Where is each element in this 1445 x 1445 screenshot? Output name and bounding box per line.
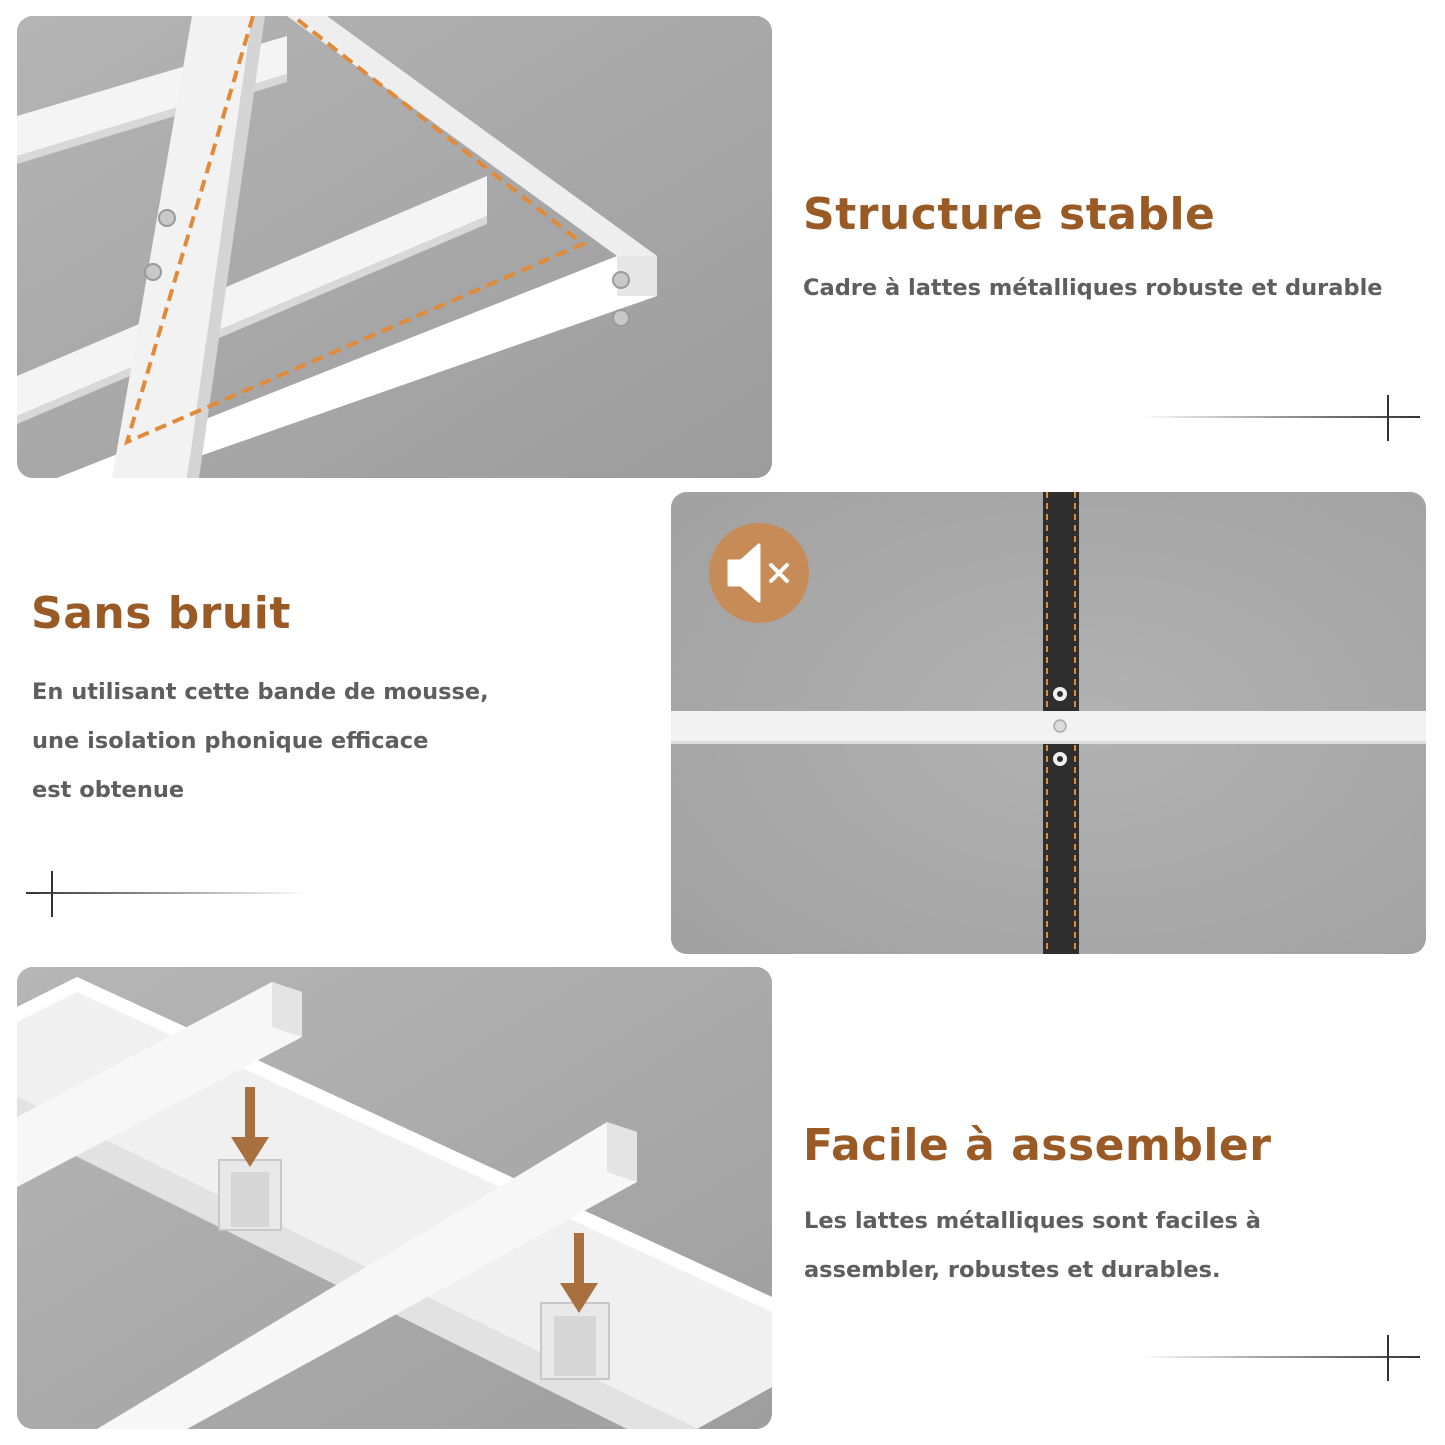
sparkle-divider bbox=[1140, 1333, 1425, 1383]
sparkle-divider bbox=[1140, 393, 1425, 443]
description-line: En utilisant cette bande de mousse, bbox=[32, 679, 489, 705]
image-frame-structure bbox=[17, 16, 772, 478]
description-line: assembler, robustes et durables. bbox=[804, 1257, 1221, 1283]
muted-speaker-icon bbox=[709, 523, 809, 623]
description-line: une isolation phonique efficace bbox=[32, 728, 429, 754]
feature-title: Structure stable bbox=[803, 189, 1216, 240]
description-line: est obtenue bbox=[32, 777, 185, 803]
feature-description bbox=[804, 1197, 1261, 1295]
feature-description bbox=[803, 272, 1383, 304]
description-line: Cadre à lattes métalliques robuste et durable bbox=[803, 275, 1383, 301]
image-slat-assembly bbox=[17, 967, 772, 1429]
metal-slat bbox=[671, 711, 1426, 743]
feature-title: Sans bruit bbox=[31, 588, 291, 639]
feature-description bbox=[32, 668, 489, 815]
sparkle-divider bbox=[18, 869, 308, 919]
feature-title: Facile à assembler bbox=[803, 1120, 1272, 1171]
description-line: Les lattes métalliques sont faciles à bbox=[804, 1208, 1261, 1234]
